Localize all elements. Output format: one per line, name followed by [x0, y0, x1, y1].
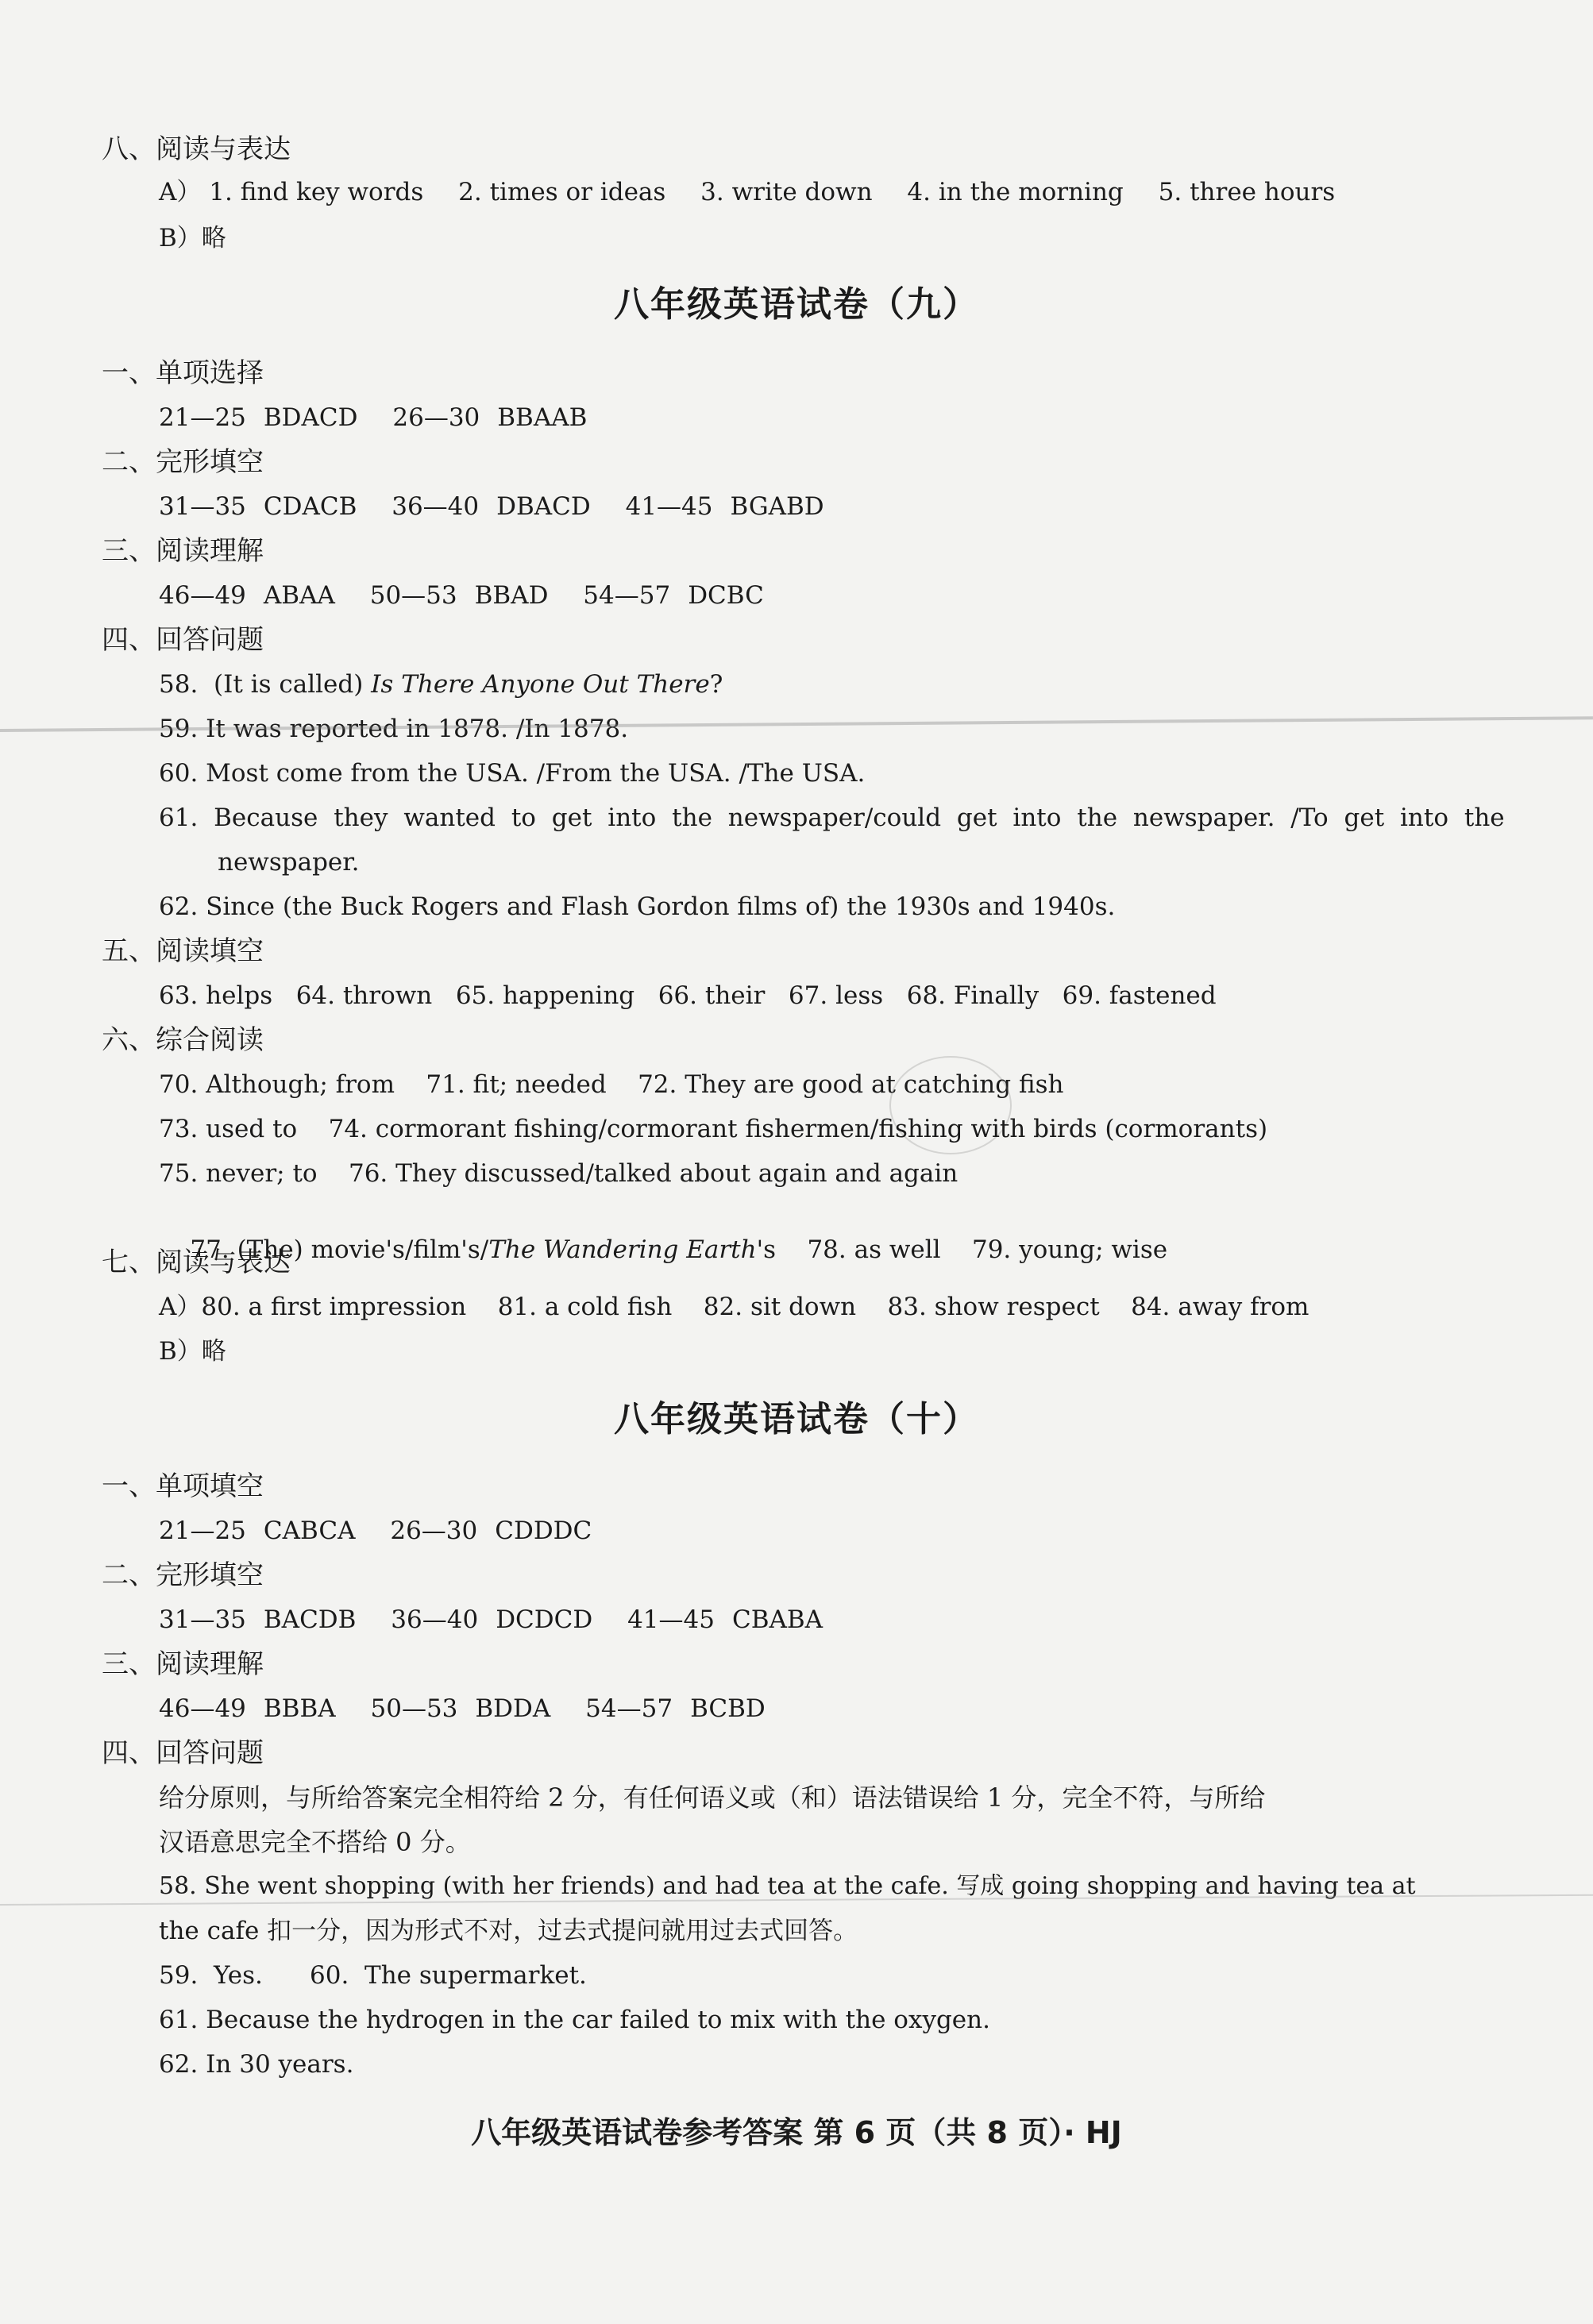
answer-line: B）略	[159, 224, 226, 252]
answer-line: A）80. a first impression 81. a cold fish 82. sit down 83. show respect 84. away from	[159, 1293, 1310, 1321]
test-title: 八年级英语试卷（九）	[614, 284, 979, 325]
answer-line: 31—35 CDACB 36—40 DBACD 41—45 BGABD	[159, 492, 824, 521]
answer-line: 61. Because the hydrogen in the car failed to mix with the oxygen.	[159, 2006, 990, 2034]
answer-line: 63. helps 64. thrown 65. happening 66. their 67. less 68. Finally 69. fastened	[159, 981, 1217, 1010]
answer-line: 31—35 BACDB 36—40 DCDCD 41—45 CBABA	[159, 1605, 824, 1634]
answer-line: 58. She went shopping (with her friends) and had tea at the cafe. 写成 going shopping and having tea at	[159, 1872, 1416, 1900]
answer-line: 75. never; to 76. They discussed/talked about again and again	[159, 1159, 958, 1188]
answer-line: 59. It was reported in 1878. /In 1878.	[159, 715, 629, 743]
section-heading: 一、单项选择	[102, 357, 264, 389]
answer-line: 61. Because they wanted to get into the newspaper/could get into the newspaper. /To get into the	[159, 804, 1505, 832]
answer-line: newspaper.	[218, 848, 360, 877]
answer-line: 73. used to 74. cormorant fishing/cormorant fishermen/fishing with birds (cormorants)	[159, 1115, 1268, 1143]
section-heading: 五、阅读填空	[102, 935, 264, 967]
answer-line: 70. Although; from 71. fit; needed 72. They are good at catching fish	[159, 1070, 1064, 1099]
section-heading: 二、完形填空	[102, 1559, 264, 1591]
section-heading: 八、阅读与表达	[102, 133, 291, 165]
answer-line: 46—49 BBBA 50—53 BDDA 54—57 BCBD	[159, 1694, 766, 1723]
section-heading: 三、阅读理解	[102, 535, 264, 567]
answer-line: 62. Since (the Buck Rogers and Flash Gordon films of) the 1930s and 1940s.	[159, 892, 1116, 921]
answer-line: B）略	[159, 1337, 226, 1366]
section-heading: 六、综合阅读	[102, 1024, 264, 1056]
section-heading: 四、回答问题	[102, 1737, 264, 1769]
scoring-rule: 给分原则，与所给答案完全相符给 2 分，有任何语义或（和）语法错误给 1 分，完全不符，与所给	[159, 1783, 1266, 1813]
answer-line: 58. (It is called) Is There Anyone Out There?	[159, 670, 723, 699]
answer-line: A） 1. find key words 2. times or ideas 3. write down 4. in the morning 5. three hours	[159, 178, 1336, 206]
page-footer: 八年级英语试卷参考答案 第 6 页（共 8 页）· HJ	[471, 2115, 1122, 2150]
answer-line: the cafe 扣一分，因为形式不对，过去式提问就用过去式回答。	[159, 1917, 858, 1945]
answer-line: 59. Yes. 60. The supermarket.	[159, 1961, 587, 1990]
section-heading: 一、单项填空	[102, 1470, 264, 1502]
answer-line: 77. (The) movie's/film's/The Wandering Earth's 78. as well 79. young; wise	[190, 1235, 1168, 1264]
section-heading: 四、回答问题	[102, 624, 264, 656]
answer-line: 60. Most come from the USA. /From the USA. /The USA.	[159, 759, 866, 788]
section-heading: 三、阅读理解	[102, 1648, 264, 1680]
section-heading: 七、阅读与表达	[102, 1247, 291, 1278]
test-title: 八年级英语试卷（十）	[614, 1399, 979, 1439]
answer-line: 21—25 CABCA 26—30 CDDDC	[159, 1517, 592, 1545]
answer-line: 62. In 30 years.	[159, 2050, 354, 2079]
answer-line: 46—49 ABAA 50—53 BBAD 54—57 DCBC	[159, 581, 764, 610]
section-heading: 二、完形填空	[102, 446, 264, 478]
answer-line: 21—25 BDACD 26—30 BBAAB	[159, 403, 588, 432]
scoring-rule: 汉语意思完全不搭给 0 分。	[159, 1827, 471, 1857]
